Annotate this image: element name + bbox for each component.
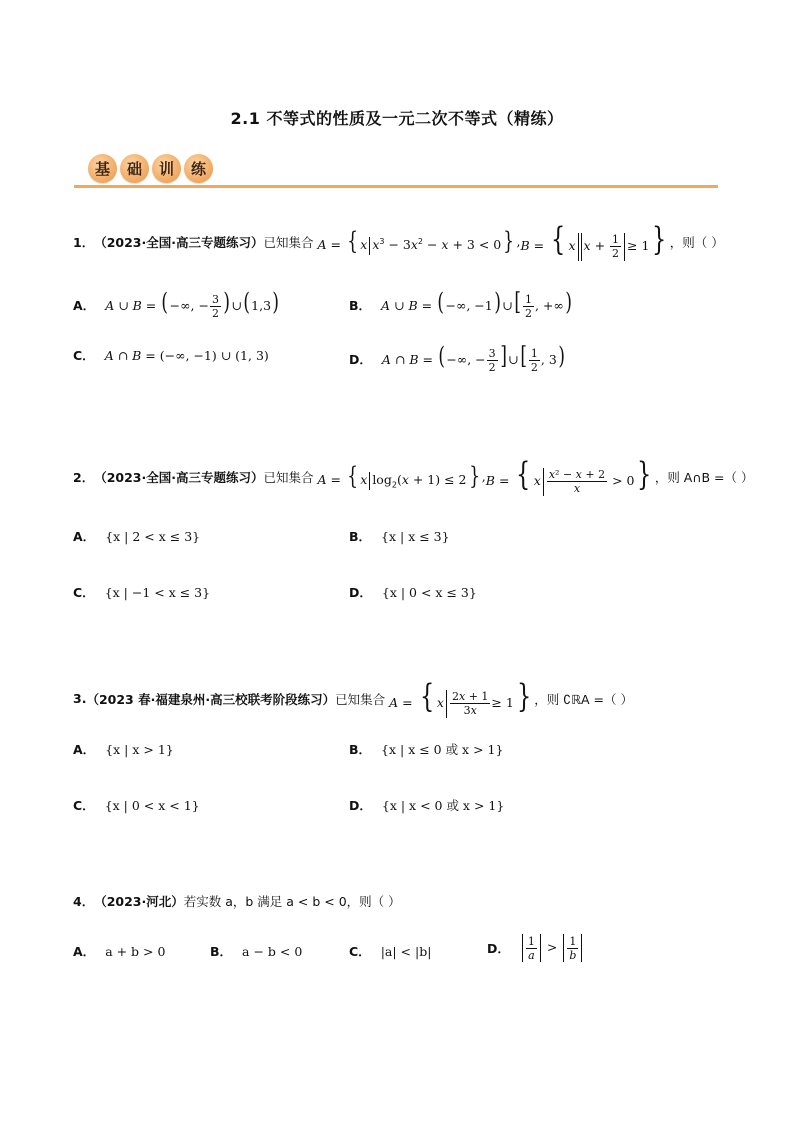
- option-a[interactable]: [73, 740, 174, 758]
- option-a[interactable]: [73, 942, 165, 960]
- option-b[interactable]: [349, 290, 573, 320]
- option-expression: |a| < |b|: [380, 943, 432, 959]
- set-a-expression: A = { x $\frac{2x + 1}{3x}$ ≥ 1}: [389, 677, 532, 717]
- option-expression: {x | 0 < x ≤ 3}: [381, 584, 477, 600]
- option-label: B．: [349, 742, 372, 757]
- option-label: A．: [73, 529, 96, 544]
- option-label: C．: [73, 585, 95, 600]
- option-label: B．: [349, 529, 372, 544]
- option-expression: {x | x ≤ 3}: [381, 528, 450, 544]
- option-label: C．: [349, 944, 371, 959]
- option-d[interactable]: [349, 796, 504, 814]
- option-expression: {x | x < 0 或 x > 1}: [381, 798, 505, 813]
- section-header: [74, 152, 718, 188]
- question-4-stem: [73, 892, 401, 910]
- option-expression: A ∩ B = (−∞, − $\frac{3}{2}$ ]∪[ $\frac{1}{2}$ , 3): [381, 342, 565, 374]
- option-label: C．: [73, 348, 95, 363]
- question-tail: ，则（ ）: [669, 234, 724, 250]
- question-source: （2023·全国·高三专题练习）: [94, 234, 264, 250]
- option-a[interactable]: [73, 527, 200, 545]
- option-c[interactable]: [73, 583, 210, 601]
- option-c[interactable]: [349, 942, 431, 960]
- option-label: D．: [487, 941, 510, 956]
- question-text: 若实数 a，b 满足 a < b < 0，则（ ）: [183, 894, 401, 909]
- set-a-expression: A = { x $\log_2(x + 1) \le 2$}: [317, 462, 480, 490]
- question-source: （2023·河北）: [94, 894, 184, 909]
- option-label: B．: [210, 944, 233, 959]
- option-c[interactable]: [73, 796, 200, 814]
- option-expression: {x | x > 1}: [105, 741, 174, 757]
- option-label: D．: [349, 585, 372, 600]
- question-3-stem: [73, 677, 633, 718]
- question-source: （2023·全国·高三专题练习）: [94, 469, 264, 485]
- option-d[interactable]: [487, 934, 584, 962]
- page-title: 2.1 不等式的性质及一元二次不等式（精练）: [230, 109, 564, 128]
- option-label: D．: [349, 352, 372, 367]
- question-tail: ，则 ∁ℝA =（ ）: [534, 691, 633, 707]
- option-d[interactable]: [349, 583, 477, 601]
- option-expression: {x | 2 < x ≤ 3}: [105, 528, 201, 544]
- question-2-stem: 2． （2023·全国·高三专题练习） 已知集合 A = { x $\log_2(x + 1) \le 2$} , B = { x $\frac{\text{x² − x + 2}}{x}$ > 0} ，则 A∩B =（ ）: [73, 455, 754, 495]
- option-b[interactable]: [210, 942, 302, 960]
- option-expression: {x | 0 < x < 1}: [104, 797, 200, 813]
- section-badge: 基: [88, 154, 117, 183]
- option-expression: A ∩ B = (−∞, −1) ∪ (1, 3): [104, 347, 269, 363]
- question-text: 已知集合: [335, 691, 386, 707]
- section-badge: 练: [184, 154, 213, 183]
- question-1-stem: 1． （2023·全国·高三专题练习） 已知集合 A = { x $x^3 - 3x^2 - x + 3 < 0$} , B = { x x + $\frac{1}{2}$ ≥ 1} ，则（ ）: [73, 220, 724, 260]
- section-badge: 础: [120, 154, 149, 183]
- option-expression: A ∪ B = (−∞, − $\frac{3}{2}$ )∪(1,3): [105, 288, 280, 320]
- option-label: A．: [73, 742, 96, 757]
- option-expression: {x | −1 < x ≤ 3}: [104, 584, 211, 600]
- option-expression: a + b > 0: [105, 943, 166, 959]
- option-d[interactable]: [349, 344, 566, 374]
- option-a[interactable]: [73, 290, 280, 320]
- question-text: 已知集合: [263, 234, 314, 250]
- option-label: D．: [349, 798, 372, 813]
- set-a-expression: A = { x $x^3 - 3x^2 - x + 3 < 0$}: [317, 227, 515, 255]
- option-expression: a − b < 0: [242, 943, 303, 959]
- question-number: 4．: [73, 894, 95, 909]
- question-tail: ，则 A∩B =（ ）: [654, 469, 754, 485]
- option-expression: {x | x ≤ 0 或 x > 1}: [381, 742, 504, 757]
- option-label: C．: [73, 798, 95, 813]
- option-expression: $\frac{1}{a}$ > $\frac{1}{b}$: [520, 934, 584, 962]
- question-text: 已知集合: [263, 469, 314, 485]
- section-badges: [88, 154, 213, 183]
- option-b[interactable]: [349, 527, 450, 545]
- section-badge: 训: [152, 154, 181, 183]
- option-expression: A ∪ B = (−∞, −1)∪[ $\frac{1}{2}$ , +∞): [381, 288, 572, 320]
- question-number: 1．: [73, 234, 95, 250]
- option-label: A．: [73, 944, 96, 959]
- set-b-expression: B = { x x + $\frac{1}{2}$ ≥ 1}: [520, 220, 667, 260]
- option-label: A．: [73, 298, 96, 313]
- question-number: 3.: [73, 691, 87, 707]
- option-b[interactable]: [349, 740, 503, 758]
- set-b-expression: B = { x $\frac{\text{x² − x + 2}}{x}$ > 0}: [485, 455, 652, 495]
- question-source: （2023 春·福建泉州·高三校联考阶段练习）: [86, 691, 336, 707]
- section-divider: [74, 185, 718, 188]
- option-c[interactable]: [73, 346, 269, 364]
- question-number: 2．: [73, 469, 95, 485]
- option-label: B．: [349, 298, 372, 313]
